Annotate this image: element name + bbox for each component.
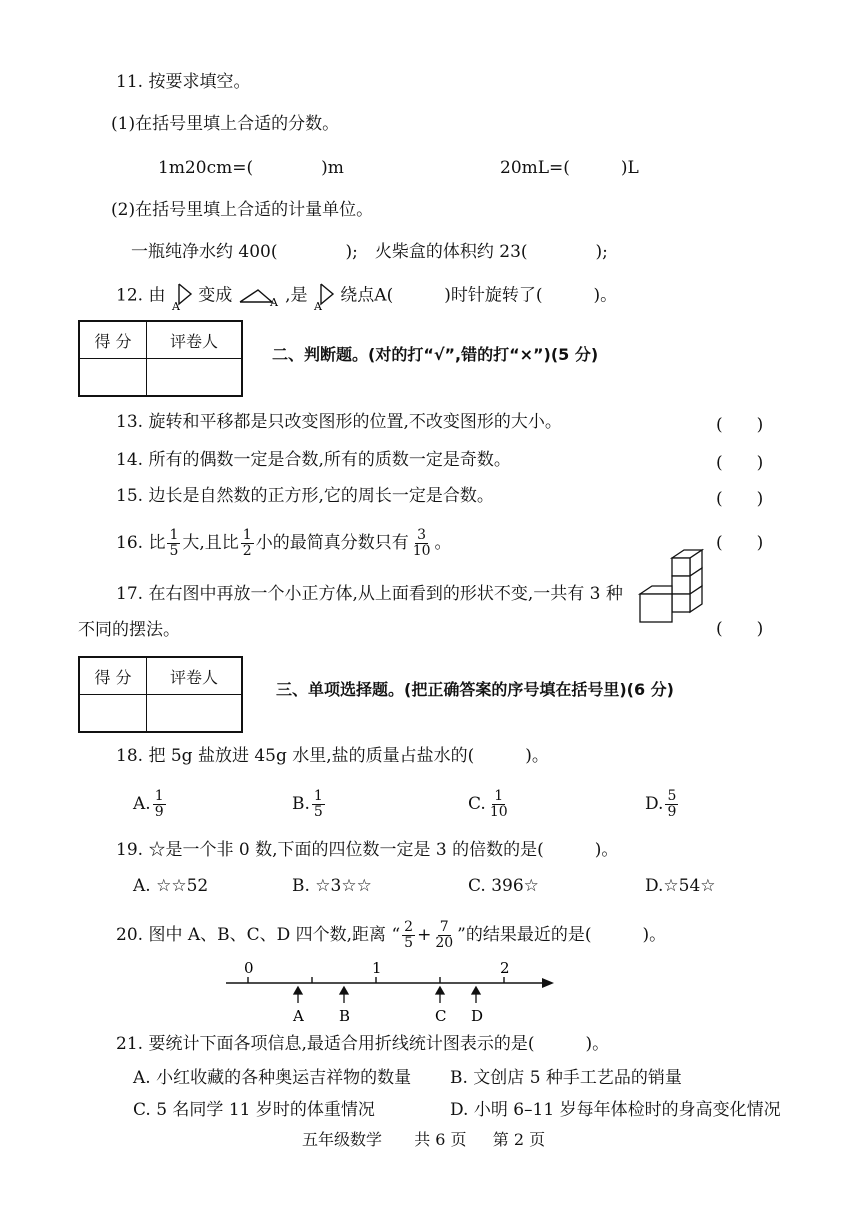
fraction-two-fifths: $\frac{2}{5}$ (404, 919, 414, 951)
section2-grader-cell[interactable] (147, 359, 243, 397)
section2-score-cell[interactable] (79, 359, 147, 397)
section3-score-box (78, 656, 243, 733)
section2-score-label: 得 分 (79, 321, 147, 359)
q16-answer-paren[interactable]: ( ) (716, 533, 764, 553)
q14-answer-paren[interactable]: ( ) (716, 453, 764, 473)
fraction-one-half: $\frac{1}{2}$ (242, 527, 252, 559)
q11-part1: (1)在括号里填上合适的分数。 (111, 114, 340, 134)
q12-point-a2: A (269, 296, 278, 307)
point-label-c: C (435, 1007, 447, 1025)
q11-part2: (2)在括号里填上合适的计量单位。 (111, 200, 374, 220)
tick-label-2: 2 (500, 959, 510, 977)
footer-page-number: 第 2 页 (492, 1130, 546, 1149)
q19-option-b[interactable]: B. ☆3☆☆ (292, 876, 372, 896)
q17-answer-paren[interactable]: ( ) (716, 619, 764, 639)
footer (302, 1128, 545, 1152)
q11-part1-b: 20mL=( )L (500, 158, 639, 178)
q19-option-a[interactable]: A. ☆☆52 (133, 876, 209, 896)
footer-total-pages: 共 6 页 (414, 1130, 467, 1149)
flag-shape-icon (171, 282, 193, 310)
fraction-one-fifth: $\frac{1}{5}$ (169, 527, 179, 559)
q12-point-a: A (171, 300, 180, 310)
q12-mid1: 变成 (198, 285, 233, 306)
q21-option-b[interactable]: B. 文创店 5 种手工艺品的销量 (450, 1068, 682, 1088)
q16-pre: 16. 比 (116, 533, 166, 553)
section3-score-label: 得 分 (79, 657, 147, 695)
number-line (220, 955, 560, 1027)
q16-mid: 大,且比 (182, 533, 239, 553)
q12-mid2: ,是 (285, 285, 308, 306)
q16-mid2: 小的最简真分数只有 (255, 533, 409, 553)
q18-option-b[interactable]: B. $\frac{1}{5}$ (292, 788, 323, 820)
q17-line1: 17. 在右图中再放一个小正方体,从上面看到的形状不变,一共有 3 种 (116, 584, 623, 604)
point-label-b: B (339, 1007, 351, 1025)
q14-text: 14. 所有的偶数一定是合数,所有的质数一定是奇数。 (116, 450, 511, 470)
fraction-seven-twentieths: $\frac{7}{20}$ (435, 919, 454, 951)
q21-option-a[interactable]: A. 小红收藏的各种奥运吉祥物的数量 (133, 1068, 412, 1088)
section2-score-box (78, 320, 243, 397)
q11-part2-line: 一瓶纯净水约 400( ); 火柴盒的体积约 23( ); (131, 242, 608, 262)
q15-answer-paren[interactable]: ( ) (716, 489, 764, 509)
footer-subject: 五年级数学 (302, 1130, 383, 1149)
q11-title: 11. 按要求填空。 (116, 72, 251, 92)
q20-stem: 20. 图中 A、B、C、D 四个数,距离 “ $\frac{2}{5}$ + $\frac{7}{20}$ ”的结果最近的是( )。 (116, 919, 667, 951)
q12-point-a3: A (313, 300, 322, 310)
point-label-a: A (293, 1007, 304, 1025)
q11-part1-a: 1m20cm=( )m (158, 158, 344, 178)
q19-stem: 19. ☆是一个非 0 数,下面的四位数一定是 3 的倍数的是( )。 (116, 840, 619, 860)
rotated-triangle-icon (238, 285, 280, 307)
q18-option-c[interactable]: C. $\frac{1}{10}$ (468, 788, 508, 820)
q21-option-c[interactable]: C. 5 名同学 11 岁时的体重情况 (133, 1100, 375, 1120)
q19-option-c[interactable]: C. 396☆ (468, 876, 539, 896)
q18-stem: 18. 把 5g 盐放进 45g 水里,盐的质量占盐水的( )。 (116, 746, 549, 766)
section3-score-cell[interactable] (79, 695, 147, 733)
tick-label-0: 0 (244, 959, 254, 977)
q18-option-d[interactable]: D. $\frac{5}{9}$ (645, 788, 677, 820)
section3-title: 三、单项选择题。(把正确答案的序号填在括号里)(6 分) (276, 680, 674, 699)
q13-answer-paren[interactable]: ( ) (716, 415, 764, 435)
q19-option-d[interactable]: D.☆54☆ (645, 876, 716, 896)
section2-grader-label: 评卷人 (147, 321, 243, 359)
section2-title: 二、判断题。(对的打“√”,错的打“×”)(5 分) (272, 345, 599, 364)
point-label-d: D (471, 1007, 484, 1025)
q15-text: 15. 边长是自然数的正方形,它的周长一定是合数。 (116, 486, 494, 506)
flag-shape-icon-2 (313, 282, 335, 310)
q12-pre: 12. 由 (116, 285, 166, 306)
q13-text: 13. 旋转和平移都是只改变图形的位置,不改变图形的大小。 (116, 412, 562, 432)
q21-option-d[interactable]: D. 小明 6–11 岁每年体检时的身高变化情况 (450, 1100, 781, 1120)
q18-option-a[interactable]: A. $\frac{1}{9}$ (133, 788, 164, 820)
fraction-three-tenths: $\frac{3}{10}$ (412, 527, 431, 559)
q17-line2: 不同的摆法。 (78, 620, 180, 640)
section3-grader-cell[interactable] (147, 695, 243, 733)
cube-stack-figure (636, 548, 712, 628)
q21-stem: 21. 要统计下面各项信息,最适合用折线统计图表示的是( )。 (116, 1034, 610, 1054)
tick-label-1: 1 (372, 959, 382, 977)
q12-post: 绕点A( )时针旋转了( )。 (340, 285, 618, 306)
section3-grader-label: 评卷人 (147, 657, 243, 695)
q16-end: 。 (434, 533, 452, 553)
q16-line (116, 526, 452, 560)
q12-line (116, 282, 617, 310)
